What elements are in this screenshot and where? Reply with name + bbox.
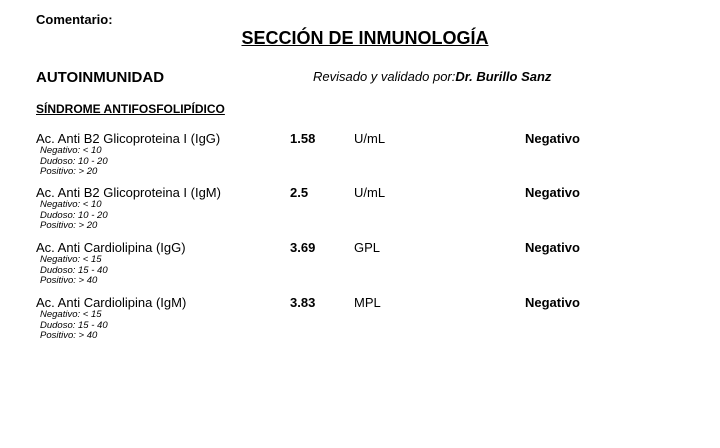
test-value: 3.69 xyxy=(290,240,316,255)
test-name: Ac. Anti Cardiolipina (IgG) xyxy=(36,240,186,255)
reference-range: Positivo: > 40 xyxy=(40,275,98,286)
reference-range: Negativo: < 15 xyxy=(40,254,102,265)
test-value: 2.5 xyxy=(290,185,309,200)
test-value: 1.58 xyxy=(290,131,316,146)
test-unit: GPL xyxy=(354,240,381,255)
test-name: Ac. Anti B2 Glicoproteina I (IgG) xyxy=(36,131,221,146)
reference-ranges xyxy=(40,310,108,342)
comment-label: Comentario: xyxy=(36,12,113,27)
subsection-title: SÍNDROME ANTIFOSFOLIPÍDICO xyxy=(36,102,225,116)
test-value: 3.83 xyxy=(290,295,316,310)
test-row xyxy=(0,185,720,241)
reference-range: Negativo: < 10 xyxy=(40,199,102,210)
reference-range: Negativo: < 15 xyxy=(40,309,102,320)
test-unit: U/mL xyxy=(354,131,386,146)
reference-range: Positivo: > 40 xyxy=(40,330,98,341)
reference-range: Negativo: < 10 xyxy=(40,145,102,156)
test-result: Negativo xyxy=(525,185,580,200)
test-result: Negativo xyxy=(525,131,580,146)
test-row xyxy=(0,295,720,351)
test-name: Ac. Anti Cardiolipina (IgM) xyxy=(36,295,187,310)
reference-range: Dudoso: 15 - 40 xyxy=(40,319,108,331)
test-result: Negativo xyxy=(525,295,580,310)
reviewed-prefix: Revisado y validado por: xyxy=(313,69,456,84)
reference-range: Positivo: > 20 xyxy=(40,220,98,231)
reference-range: Positivo: > 20 xyxy=(40,166,98,177)
reference-range: Dudoso: 15 - 40 xyxy=(40,264,108,276)
reviewed-by xyxy=(313,69,551,84)
test-row xyxy=(0,240,720,296)
reference-range: Dudoso: 10 - 20 xyxy=(40,155,108,167)
reference-ranges xyxy=(40,255,108,287)
test-name: Ac. Anti B2 Glicoproteina I (IgM) xyxy=(36,185,221,200)
section-title: SECCIÓN DE INMUNOLOGÍA xyxy=(241,28,489,48)
reference-range: Dudoso: 10 - 20 xyxy=(40,209,108,221)
reference-ranges xyxy=(40,146,108,178)
area-title: AUTOINMUNIDAD xyxy=(36,69,165,86)
test-result: Negativo xyxy=(525,240,580,255)
test-row xyxy=(0,131,720,187)
reviewer-name: Dr. Burillo Sanz xyxy=(455,69,552,84)
reference-ranges xyxy=(40,200,108,232)
test-unit: MPL xyxy=(354,295,381,310)
test-unit: U/mL xyxy=(354,185,386,200)
